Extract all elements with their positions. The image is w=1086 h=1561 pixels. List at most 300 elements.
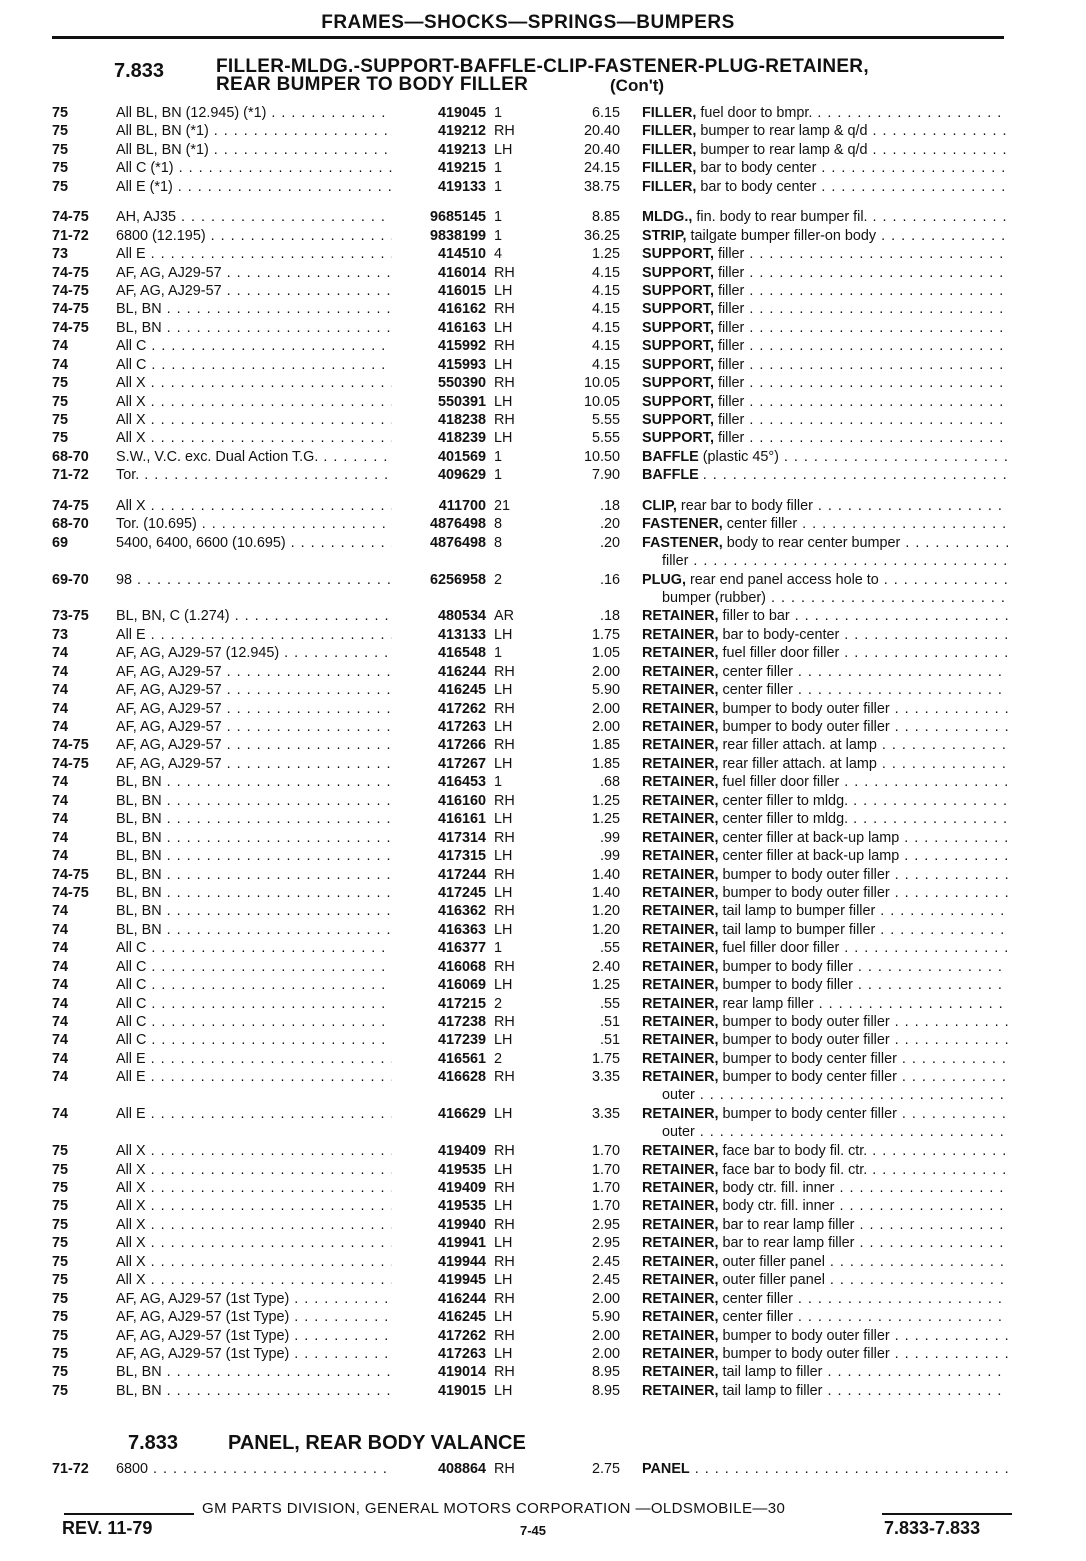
year-cell: 75 <box>52 1180 69 1196</box>
table-row <box>52 995 1012 1013</box>
year-cell: 71-72 <box>52 1461 89 1477</box>
description-cell <box>642 1345 1008 1363</box>
part-number-cell: 408864 <box>437 1461 486 1477</box>
item-label: RETAINER, <box>642 1143 719 1160</box>
model-cell: AF, AG, AJ29-57 (1st Type) . . . <box>116 1290 392 1308</box>
quantity-cell: RH <box>494 1014 515 1031</box>
description-cell <box>642 958 1008 976</box>
part-number-cell: 550390 <box>437 375 486 392</box>
item-label: RETAINER, <box>642 755 719 772</box>
model-cell: All BL, BN (*1) . . . <box>116 141 392 159</box>
table-row <box>52 245 1012 263</box>
price-cell: 2.75 <box>591 1461 620 1477</box>
part-number-cell: 417239 <box>437 1032 486 1049</box>
model-cell: All X . . . <box>116 393 392 411</box>
quantity-cell: RH <box>494 123 515 140</box>
part-number-cell: 416453 <box>437 774 486 791</box>
part-number-cell: 418239 <box>437 430 486 447</box>
table-row <box>52 755 1012 773</box>
year-cell: 74 <box>52 940 69 957</box>
year-cell: 74 <box>52 700 69 717</box>
quantity-cell: LH <box>494 1382 513 1399</box>
price-cell: .18 <box>599 608 620 625</box>
table-row <box>52 356 1012 374</box>
price-cell: 3.35 <box>591 1069 620 1086</box>
model-cell: BL, BN . . . <box>116 921 392 939</box>
price-cell: .20 <box>599 516 620 533</box>
description-cell <box>642 122 1008 140</box>
item-description: bumper to body outer filler <box>722 1345 890 1362</box>
item-label: RETAINER, <box>642 884 719 901</box>
item-label: RETAINER, <box>642 829 719 846</box>
item-label: RETAINER, <box>642 1309 719 1326</box>
item-label: RETAINER, <box>642 903 719 920</box>
year-cell: 75 <box>52 1382 69 1399</box>
part-number-cell: 417263 <box>437 719 486 736</box>
quantity-cell: 2 <box>494 571 503 588</box>
year-cell: 75 <box>52 1345 69 1362</box>
model-cell: AF, AG, AJ29-57 . . . <box>116 736 392 754</box>
model-cell: AF, AG, AJ29-57 . . . <box>116 718 392 736</box>
quantity-cell: LH <box>494 141 513 158</box>
price-cell: 2.00 <box>591 719 620 736</box>
item-label: RETAINER, <box>642 1032 719 1049</box>
price-cell: 2.00 <box>591 663 620 680</box>
model-cell: All X . . . <box>116 1197 392 1215</box>
part-number-cell: 416244 <box>437 1290 486 1307</box>
item-label: FILLER, <box>642 160 697 177</box>
description-cell <box>642 847 1008 865</box>
model-cell: 98 . . . <box>116 571 392 589</box>
part-number-cell: 9838199 <box>429 227 486 244</box>
table-row <box>52 534 1012 571</box>
description-cell <box>642 829 1008 847</box>
quantity-cell: LH <box>494 282 513 299</box>
year-cell: 73-75 <box>52 608 89 625</box>
part-number-cell: 416161 <box>437 811 486 828</box>
item-label: SUPPORT, <box>642 338 714 355</box>
table-row <box>52 159 1012 177</box>
item-description: bar to body center <box>700 160 817 177</box>
price-cell: 7.90 <box>591 467 620 484</box>
item-label: SUPPORT, <box>642 412 714 428</box>
description-cell <box>642 227 1008 245</box>
item-label: RETAINER, <box>642 866 719 883</box>
year-cell: 75 <box>52 1235 69 1252</box>
year-cell: 74 <box>52 792 69 809</box>
item-label: RETAINER, <box>642 1014 719 1031</box>
part-number-cell: 550391 <box>437 393 486 410</box>
price-cell: 10.05 <box>583 375 620 392</box>
table-row <box>52 1271 1012 1289</box>
part-number-cell: 4876498 <box>429 534 486 551</box>
model-cell: All C . . . <box>116 1031 392 1049</box>
item-description: bumper to body outer filler <box>722 700 890 717</box>
item-description: filler <box>717 430 745 447</box>
year-cell: 75 <box>52 412 69 428</box>
quantity-cell: RH <box>494 1180 515 1196</box>
price-cell: 2.00 <box>591 1290 620 1307</box>
quantity-cell: LH <box>494 1272 513 1289</box>
item-description: bar to body-center <box>722 626 840 643</box>
price-cell: 1.05 <box>591 645 620 662</box>
year-cell: 75 <box>52 430 69 447</box>
description-cell <box>642 300 1008 318</box>
part-number-cell: 416561 <box>437 1050 486 1067</box>
price-cell: 1.40 <box>591 884 620 901</box>
model-cell: All E . . . <box>116 1105 392 1123</box>
model-cell: All C . . . <box>116 939 392 957</box>
table-row <box>52 939 1012 957</box>
price-cell: 5.55 <box>591 412 620 428</box>
quantity-cell: RH <box>494 338 515 355</box>
description-cell <box>642 1068 1008 1104</box>
item-label: RETAINER, <box>642 1290 719 1307</box>
model-cell: All X . . . <box>116 1179 392 1197</box>
year-cell: 75 <box>52 160 69 177</box>
price-cell: 4.15 <box>591 319 620 336</box>
model-cell: All X . . . <box>116 497 392 515</box>
item-label: STRIP, <box>642 227 687 244</box>
table-row <box>52 718 1012 736</box>
table-row <box>52 411 1012 429</box>
model-cell: All C (*1) . . . <box>116 159 392 177</box>
item-description: (plastic 45°) <box>702 448 779 465</box>
part-number-cell: 416245 <box>437 1309 486 1326</box>
quantity-cell: RH <box>494 412 515 428</box>
table-row <box>52 663 1012 681</box>
model-cell: BL, BN . . . <box>116 792 392 810</box>
part-number-cell: 415993 <box>437 356 486 373</box>
model-cell: All BL, BN (*1) . . . <box>116 122 392 140</box>
item-label: RETAINER, <box>642 774 719 791</box>
price-cell: 36.25 <box>583 227 620 244</box>
table-row <box>52 515 1012 533</box>
item-description: center filler to mldg. <box>722 811 849 828</box>
item-description: tail lamp to bumper filler <box>722 921 876 938</box>
table-row <box>52 282 1012 300</box>
model-cell: BL, BN . . . <box>116 1382 392 1400</box>
description-cell <box>642 1460 1008 1478</box>
table-row <box>52 448 1012 466</box>
description-cell <box>642 1216 1008 1234</box>
model-cell: All X . . . <box>116 429 392 447</box>
item-description: center filler <box>722 1309 793 1326</box>
price-cell: .55 <box>599 995 620 1012</box>
table-row <box>52 429 1012 447</box>
table-row <box>52 884 1012 902</box>
description-cell <box>642 515 1008 533</box>
item-label: RETAINER, <box>642 940 719 957</box>
year-cell: 74 <box>52 719 69 736</box>
item-description: fuel door to bmpr. <box>700 105 813 121</box>
year-cell: 74 <box>52 682 69 699</box>
year-cell: 74 <box>52 1106 69 1123</box>
description-cell <box>642 773 1008 791</box>
model-cell: AF, AG, AJ29-57 (1st Type) . . . <box>116 1345 392 1363</box>
description-cell <box>642 319 1008 337</box>
price-cell: 1.20 <box>591 903 620 920</box>
year-cell: 74 <box>52 921 69 938</box>
footer-publisher: GM PARTS DIVISION, GENERAL MOTORS CORPORATION —OLDSMOBILE—30 <box>202 1500 786 1517</box>
quantity-cell: LH <box>494 921 513 938</box>
item-description: center filler <box>722 682 793 699</box>
year-cell: 74-75 <box>52 264 89 281</box>
item-description: filler to bar <box>722 608 790 625</box>
table-row <box>52 337 1012 355</box>
item-label: RETAINER, <box>642 1216 719 1233</box>
quantity-cell: LH <box>494 1032 513 1049</box>
model-cell: Tor. (10.695) . . . <box>116 515 392 533</box>
part-number-cell: 409629 <box>437 467 486 484</box>
year-cell: 74 <box>52 903 69 920</box>
item-label: RETAINER, <box>642 792 719 809</box>
table-row <box>52 626 1012 644</box>
quantity-cell: LH <box>494 1235 513 1252</box>
price-cell: .55 <box>599 940 620 957</box>
quantity-cell: LH <box>494 626 513 643</box>
year-cell: 75 <box>52 1143 69 1160</box>
part-number-cell: 4876498 <box>429 516 486 533</box>
item-description: body ctr. fill. inner <box>722 1180 835 1196</box>
quantity-cell: 1 <box>494 940 503 957</box>
model-cell: All C . . . <box>116 958 392 976</box>
quantity-cell: LH <box>494 319 513 336</box>
item-label: RETAINER, <box>642 958 719 975</box>
description-cell <box>642 208 1008 226</box>
description-cell <box>642 866 1008 884</box>
year-cell: 75 <box>52 1198 69 1215</box>
description-cell <box>642 755 1008 773</box>
year-cell: 74 <box>52 663 69 680</box>
quantity-cell: 1 <box>494 645 503 662</box>
quantity-cell: LH <box>494 1106 513 1123</box>
table-row <box>52 829 1012 847</box>
quantity-cell: RH <box>494 1290 515 1307</box>
quantity-cell: LH <box>494 682 513 699</box>
part-number-cell: 419409 <box>437 1143 486 1160</box>
model-cell: All C . . . <box>116 976 392 994</box>
model-cell: 6800 (12.195) . . . <box>116 227 392 245</box>
item-label: RETAINER, <box>642 848 719 865</box>
table-row <box>52 178 1012 196</box>
item-label: RETAINER, <box>642 1364 719 1381</box>
description-cell <box>642 792 1008 810</box>
quantity-cell: RH <box>494 375 515 392</box>
panel-section <box>52 1430 1012 1478</box>
item-description: fuel filler door filler <box>722 774 840 791</box>
description-cell <box>642 411 1008 429</box>
year-cell: 74 <box>52 1050 69 1067</box>
year-cell: 75 <box>52 123 69 140</box>
table-row <box>52 497 1012 515</box>
item-label: RETAINER, <box>642 811 719 828</box>
item-description: body ctr. fill. inner <box>722 1198 835 1215</box>
price-cell: 24.15 <box>583 160 620 177</box>
description-cell <box>642 374 1008 392</box>
item-label: FILLER, <box>642 141 697 158</box>
item-description: bar to rear lamp filler <box>722 1235 855 1252</box>
table-row <box>52 1382 1012 1400</box>
year-cell: 74-75 <box>52 737 89 754</box>
quantity-cell: RH <box>494 1253 515 1270</box>
model-cell: AH, AJ35 . . . <box>116 208 392 226</box>
price-cell: .99 <box>599 829 620 846</box>
year-cell: 74 <box>52 356 69 373</box>
price-cell: 10.05 <box>583 393 620 410</box>
price-cell: 4.15 <box>591 301 620 318</box>
model-cell: AF, AG, AJ29-57 . . . <box>116 282 392 300</box>
item-description: center filler <box>726 516 798 533</box>
description-cell <box>642 976 1008 994</box>
price-cell: 5.90 <box>591 682 620 699</box>
item-description: filler <box>717 246 745 263</box>
year-cell: 68-70 <box>52 448 89 465</box>
model-cell: AF, AG, AJ29-57 . . . <box>116 681 392 699</box>
price-cell: 2.45 <box>591 1253 620 1270</box>
quantity-cell: RH <box>494 1216 515 1233</box>
page-title: FRAMES—SHOCKS—SPRINGS—BUMPERS <box>321 12 735 33</box>
table-row <box>52 319 1012 337</box>
part-number-cell: 419940 <box>437 1216 486 1233</box>
item-label: BAFFLE <box>642 467 699 484</box>
item-label: FILLER, <box>642 123 697 140</box>
quantity-cell: LH <box>494 1309 513 1326</box>
item-description: center filler <box>722 663 793 680</box>
item-label: RETAINER, <box>642 977 719 994</box>
price-cell: .16 <box>599 571 620 588</box>
price-cell: 2.95 <box>591 1216 620 1233</box>
model-cell: BL, BN . . . <box>116 884 392 902</box>
quantity-cell: RH <box>494 301 515 318</box>
description-cell <box>642 995 1008 1013</box>
description-cell <box>642 429 1008 447</box>
item-label: RETAINER, <box>642 1345 719 1362</box>
item-description: center filler <box>722 1290 793 1307</box>
table-row <box>52 681 1012 699</box>
price-cell: 10.50 <box>583 448 620 465</box>
item-label: SUPPORT, <box>642 356 714 373</box>
part-number-cell: 419941 <box>437 1235 486 1252</box>
quantity-cell: 1 <box>494 227 503 244</box>
price-cell: 4.15 <box>591 356 620 373</box>
model-cell: All X . . . <box>116 1271 392 1289</box>
item-description: filler <box>717 301 745 318</box>
year-cell: 75 <box>52 178 69 195</box>
part-number-cell: 416014 <box>437 264 486 281</box>
year-cell: 74 <box>52 645 69 662</box>
table-row <box>52 1105 1012 1142</box>
section-title: FILLER-MLDG.-SUPPORT-BAFFLE-CLIP-FASTENER-PLUG-RETAINER, <box>216 56 869 77</box>
price-cell: 38.75 <box>583 178 620 195</box>
description-cell <box>642 1197 1008 1215</box>
table-row <box>52 644 1012 662</box>
item-description: bumper to body outer filler <box>722 1032 890 1049</box>
price-cell: 1.75 <box>591 626 620 643</box>
table-row <box>52 773 1012 791</box>
table-row <box>52 976 1012 994</box>
table-row <box>52 1161 1012 1179</box>
item-label: BAFFLE <box>642 448 699 465</box>
item-label: FASTENER, <box>642 516 723 533</box>
item-description: bumper to body filler <box>722 958 853 975</box>
item-description: outer filler panel <box>722 1272 825 1289</box>
footer-rule-left <box>64 1513 194 1515</box>
part-number-cell: 417263 <box>437 1345 486 1362</box>
year-cell: 75 <box>52 1216 69 1233</box>
model-cell: S.W., V.C. exc. Dual Action T.G. . . . <box>116 448 392 466</box>
parts-table <box>52 104 1012 1400</box>
model-cell: All E . . . <box>116 245 392 263</box>
item-label: RETAINER, <box>642 1382 719 1399</box>
part-number-cell: 419212 <box>437 123 486 140</box>
table-row <box>52 847 1012 865</box>
model-cell: All X . . . <box>116 374 392 392</box>
item-label: RETAINER, <box>642 608 719 625</box>
year-cell: 69-70 <box>52 571 89 588</box>
item-description: outer filler panel <box>722 1253 825 1270</box>
description-cell <box>642 1031 1008 1049</box>
year-cell: 75 <box>52 1161 69 1178</box>
price-cell: 2.00 <box>591 700 620 717</box>
item-label: RETAINER, <box>642 1235 719 1252</box>
model-cell: All X . . . <box>116 1142 392 1160</box>
section-number: 7.833 <box>114 60 165 82</box>
item-label: RETAINER, <box>642 1327 719 1344</box>
item-label: FASTENER, <box>642 534 723 551</box>
part-number-cell: 416162 <box>437 301 486 318</box>
year-cell: 75 <box>52 1309 69 1326</box>
year-cell: 74 <box>52 958 69 975</box>
year-cell: 74 <box>52 1014 69 1031</box>
table-row <box>52 1327 1012 1345</box>
item-label: SUPPORT, <box>642 264 714 281</box>
item-description: rear filler attach. at lamp <box>722 737 877 754</box>
price-cell: 2.00 <box>591 1345 620 1362</box>
item-label: CLIP, <box>642 497 677 514</box>
quantity-cell: 4 <box>494 246 503 263</box>
model-cell: AF, AG, AJ29-57 . . . <box>116 663 392 681</box>
table-row <box>52 1363 1012 1381</box>
description-cell <box>642 466 1008 484</box>
price-cell: 5.55 <box>591 430 620 447</box>
table-row <box>52 700 1012 718</box>
item-description-continued: outer . . . <box>662 1086 1008 1104</box>
description-cell <box>642 534 1008 570</box>
quantity-cell: RH <box>494 958 515 975</box>
section-number: 7.833 <box>128 1432 179 1454</box>
table-row <box>52 1308 1012 1326</box>
description-cell <box>642 1013 1008 1031</box>
part-number-cell: 417314 <box>437 829 486 846</box>
price-cell: 8.85 <box>591 209 620 226</box>
part-number-cell: 419213 <box>437 141 486 158</box>
part-number-cell: 417245 <box>437 884 486 901</box>
item-description: bumper to body center filler <box>722 1050 897 1067</box>
table-row <box>52 393 1012 411</box>
model-cell: All C . . . <box>116 1013 392 1031</box>
item-description: face bar to body fil. ctr. <box>722 1143 868 1160</box>
item-description: bumper to body center filler <box>722 1069 897 1086</box>
part-number-cell: 401569 <box>437 448 486 465</box>
quantity-cell: LH <box>494 884 513 901</box>
item-description: fin. body to rear bumper fil. <box>696 209 868 226</box>
model-cell: All X . . . <box>116 1216 392 1234</box>
part-number-cell: 417267 <box>437 755 486 772</box>
price-cell: 2.95 <box>591 1235 620 1252</box>
model-cell: All C . . . <box>116 337 392 355</box>
part-number-cell: 416068 <box>437 958 486 975</box>
